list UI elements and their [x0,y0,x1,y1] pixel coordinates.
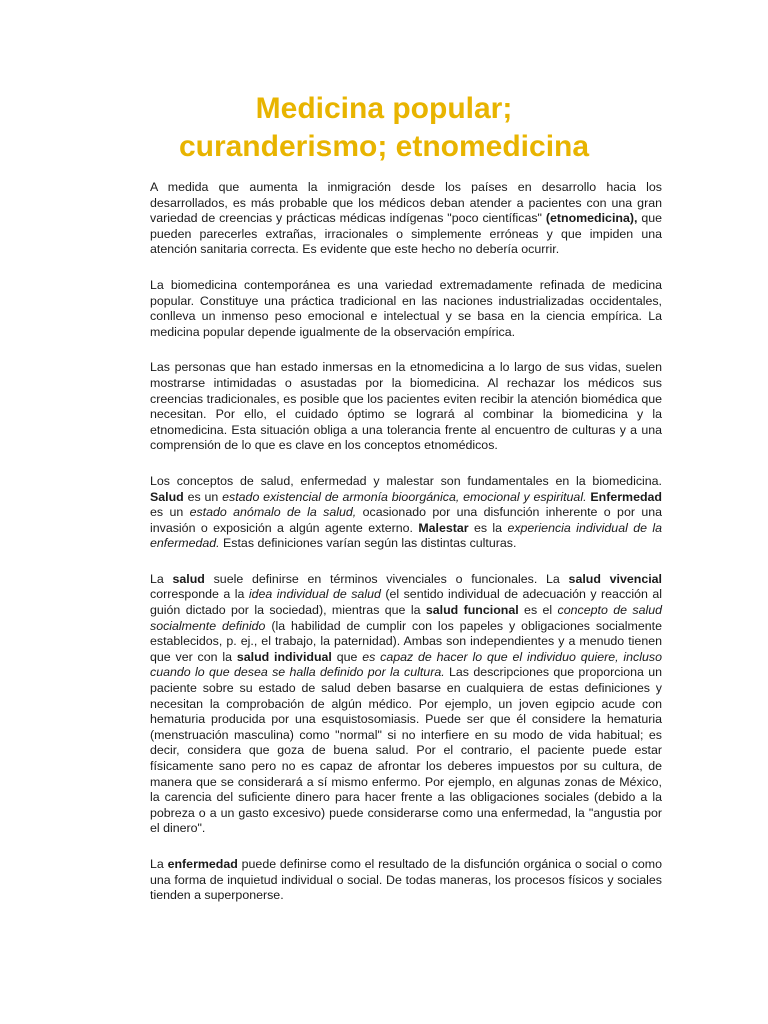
p4-text-7: Estas definiciones varían según las distintas culturas. [219,536,517,551]
paragraph-6 [150,857,662,904]
document-title: Medicina popular; curanderismo; etnomedicina [178,92,590,163]
paragraph-4 [150,474,662,552]
p5-text-4: (el sentido individual de adecuación y reacción al guión dictado por la sociedad), mientras que la [150,587,662,618]
p5-text-6: (la habilidad de cumplir con los papeles y obligaciones socialmente establecidos, p. ej., el trabajo, la paternidad). Ambas son independientes y a menudo tienen que ver con la [150,618,662,664]
p5-italic-3: es capaz de hacer lo que el individuo quiere, incluso cuando lo que desea se halla definido por la cultura. [150,649,662,680]
p5-text-3: corresponde a la [150,587,249,602]
p5-bold-salud-funcional: salud funcional [425,603,519,618]
p5-bold-salud-vivencial: salud vivencial [568,571,662,586]
p4-text-6: es la [468,520,508,535]
p5-text-8: Las descripciones que proporciona un paciente sobre su estado de salud deben basarse en cualquiera de estas definiciones y necesitan la comprobación de algún médico. Por ejemplo, un joven egipcio acude con hematuria producida por una esquistosomiasis. Puede ser que él considere la hematuria (menstruación masculina) como "normal" si no interfiere en su modo de vida habitual; es decir, considera que goza de buena salud. Por el contrario, el paciente puede estar físicamente sano pero no es capaz de afrontar los deberes impuestos por su cultura, de manera que se considerará a sí mismo enfermo. Por ejemplo, en algunas zonas de México, la carencia del suficiente dinero para hacer frente a las obligaciones sociales (debido a la pobreza o a un gasto excesivo) puede considerarse como una enfermedad, la "angustia por el dinero". [150,665,662,836]
p4-bold-enfermedad: Enfermedad [590,489,662,504]
p5-italic-1: idea individual de salud [248,587,381,602]
p4-bold-salud: Salud [150,489,184,504]
p1-text-2: que pueden parecerles extrañas, irracionales o simplemente erróneas y que impiden una atención sanitaria correcta. Es evidente que este hecho no debería ocurrir. [150,211,662,257]
p6-text-2: puede definirse como el resultado de la disfunción orgánica o social o como una forma de inquietud individual o social. De todas maneras, los procesos físicos y sociales tienden a superponerse. [150,856,662,903]
p4-bold-malestar: Malestar [418,520,469,535]
p5-bold-salud-individual: salud individual [236,649,332,664]
p4-italic-2: estado anómalo de la salud, [189,505,357,520]
paragraph-5 [150,572,662,837]
p4-italic-3: experiencia individual de la enfermedad. [150,520,662,551]
paragraph-3: Las personas que han estado inmersas en la etnomedicina a lo largo de sus vidas, suelen mostrarse intimidadas o asustadas por la biomedicina. Al rechazar los médicos sus creencias tradicionales, es posible que los pacientes eviten recibir la atención biomédica que necesitan. Por ello, el cuidado óptimo se logrará al combinar la biomedicina y la etnomedicina. Esta situación obliga a una tolerancia frente al encuentro de culturas y a una comprensión de lo que es clave en los conceptos etnomédicos. [150,360,662,453]
p1-bold-etnomedicina: (etnomedicina), [545,211,638,226]
paragraph-2: La biomedicina contemporánea es una variedad extremadamente refinada de medicina popular. Constituye una práctica tradicional en las naciones industrializadas occidentales, conlleva un inmenso peso emocional e intelectual y se basa en la ciencia empírica. La medicina popular depende igualmente de la observación empírica. [150,277,662,339]
p6-bold-enfermedad: enfermedad [167,856,238,871]
p5-text-5: es el [518,603,558,618]
p4-italic-1: estado existencial de armonía bioorgánica, emocional y espiritual. [222,489,587,504]
p5-text-1: La [150,571,173,586]
p6-text-1: La [150,856,168,871]
paragraph-1 [150,180,662,258]
p5-italic-2: concepto de salud socialmente definido [150,603,662,633]
p4-text-2: es un [183,489,223,504]
p5-text-7: que [331,649,363,664]
p4-text-4: es un [150,505,190,520]
p4-text-1: Los conceptos de salud, enfermedad y malestar son fundamentales en la biomedicina. [150,473,662,488]
document-body [150,180,662,924]
p5-bold-salud: salud [172,571,205,586]
p4-text-5: ocasionado por una disfunción inherente o por una invasión o exposición a algún agente externo. [150,505,662,535]
p1-text-1: A medida que aumenta la inmigración desde los países en desarrollo hacia los desarrollados, es más probable que los médicos deban atender a pacientes con una gran variedad de creencias y prácticas médicas indígenas "poco científicas" [150,180,662,226]
p5-text-2: suele definirse en términos vivenciales o funcionales. La [204,571,569,586]
